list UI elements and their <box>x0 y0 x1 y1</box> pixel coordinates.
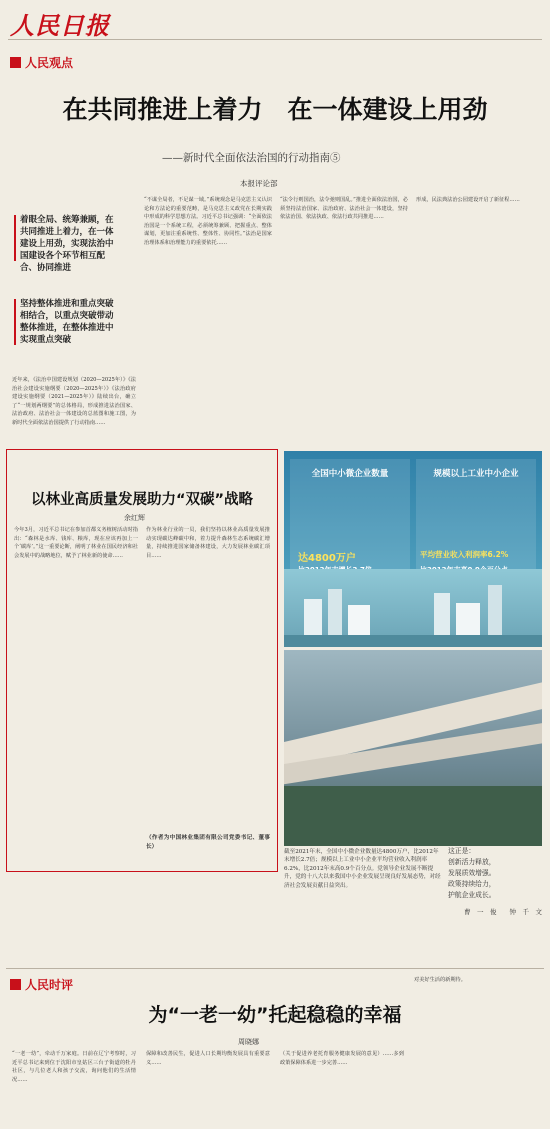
forestry-author-note: （作者为中国林业集团有限公司党委书记、董事长） <box>146 835 270 850</box>
column-tag-renmin-guandian: 人民观点 <box>10 54 73 71</box>
verse-line-2: 创新活力释放， <box>448 858 496 866</box>
photo-caption: 截至2021年末，全国中小微企业数量达4800万户，比2012年末增长2.7倍；规模以上工业中小企业平均营业收入利润率6.2%，比2012年末高0.9个百分点。党领导企业发展不断提升，党的十八大以来我国中小企业发展呈现良好发展态势，对经济社会发展贡献日益突出。 <box>284 849 441 889</box>
verse-line-3: 发展质效增强。 <box>448 869 496 877</box>
top-body-col4: 形成，民法典法治公园建设开启了新征程…… <box>416 197 520 203</box>
bottom-body-col4: 对美好生活的新期待。 <box>414 977 466 983</box>
bottom-body-col2: 保障和改善民生，促进人口长期均衡发展具有重要意义…… <box>146 1051 270 1066</box>
pull-quote-1: 着眼全局、统筹兼顾，在共同推进上着力，在一体建设上用劲，实现法治中国建设各个环节相互配合、协同推进 <box>14 214 114 274</box>
pull-quote-2: 坚持整体推进和重点突破相结合，以重点突破带动整体推进，在整体推进中实现重点突破 <box>14 298 114 346</box>
infographic-left-title: 全国中小微企业数量 <box>311 469 389 479</box>
city-skyline-icon <box>284 569 542 647</box>
infographic-right-value: 平均营业收入利润率6.2% <box>420 550 509 559</box>
column-tag-renmin-shiping: 人民时评 <box>10 976 73 993</box>
column-square-icon <box>10 979 21 990</box>
verse-line-4: 政策持续给力， <box>448 880 496 888</box>
bottom-headline: 为“一老一幼”托起稳稳的幸福 <box>148 1004 402 1026</box>
column-square-icon <box>10 57 21 68</box>
section-divider <box>6 968 544 969</box>
infographic-right-title: 规模以上工业中小企业 <box>433 469 519 479</box>
forestry-body-col2: 作为林业行业的一员，我们坚持以林业高质量发展推动实现碳达峰碳中和，着力提升森林生态系统碳汇增量，持续推进国家储备林建设，大力发展林业碳汇项目…… <box>146 527 270 559</box>
cartoon-author: 曹 一 俊 钟 千 文 <box>464 908 542 916</box>
masthead <box>8 4 542 40</box>
bottom-body-col1: “一老一幼”，牵动千万家庭。日前在辽宁考察时，习近平总书记来到位于沈阳市皇姑区三台子街道的牡丹社区，与几位老人和孩子交流，询问他们的生活情况…… <box>12 1051 136 1083</box>
infographic-panel-right <box>416 459 536 573</box>
cartoon-verse <box>448 846 542 966</box>
forestry-body-col1: 今年3月，习近平总书记在参加首都义务植树活动时指出：“森林是水库、钱库、粮库，现在应该再加上一个‘碳库’。”这一重要论断，阐明了林业在国民经济和社会发展中的战略地位，赋予了林业新的使命…… <box>14 527 138 559</box>
top-byline: 本报评论部 <box>240 179 278 188</box>
verse-line-1: 这正是： <box>448 847 476 855</box>
top-body-col1: 近年来，《法治中国建设规划（2020—2025年）》《法治社会建设实施纲要（2020—2025年）》《法治政府建设实施纲要（2021—2025年）》陆续出台，确立了“一规划两纲要”的总体格局，形成推进法治国家、法治政府、法治社会一体建设的总蓝图和施工图，为新时代全面依法治国提供了行动指南…… <box>12 377 136 426</box>
bottom-body-col3: （关于促进养老托育服务健康发展的意见）……多到政策保障体系进一步完善…… <box>280 1051 404 1066</box>
sme-infographic <box>284 451 542 647</box>
infographic-left-value: 达4800万户 <box>298 553 356 564</box>
top-body-col3: “法令行则国治，法令弛则国乱。”推进全面依法治国，必须坚持法治国家、法治政府、法治社会一体建设，坚持依法治国、依法执政、依法行政共同推进…… <box>280 197 408 221</box>
forestry-byline: 余红辉 <box>124 514 145 522</box>
bottom-byline: 周晓娜 <box>238 1038 259 1046</box>
infographic-panel-left <box>290 459 410 573</box>
newspaper-logo: 人民日报 <box>10 11 110 40</box>
top-headline: 在共同推进上着力 在一体建设上用劲 <box>62 95 488 124</box>
top-subtitle: ——新时代全面依法治国的行动指南⑤ <box>162 152 341 164</box>
forestry-headline: 以林业高质量发展助力“双碳”战略 <box>30 492 254 508</box>
top-body-col2: “不谋全局者，不足谋一域。”系统观念是马克思主义认识论和方法论的重要范畴，是马克思主义政党在长期实践中形成的科学思想方法。习近平总书记强调：“全面依法治国是一个系统工程，必须统筹兼顾、把握重点、整体谋划，更加注重系统性、整体性、协同性。”法治是国家治理体系和治理能力的重要依托…… <box>144 197 272 246</box>
infographic-town-illustration <box>284 569 542 647</box>
photo-trees <box>284 786 542 846</box>
verse-line-5: 护航企业成长。 <box>448 891 496 899</box>
highway-photo <box>284 650 542 846</box>
